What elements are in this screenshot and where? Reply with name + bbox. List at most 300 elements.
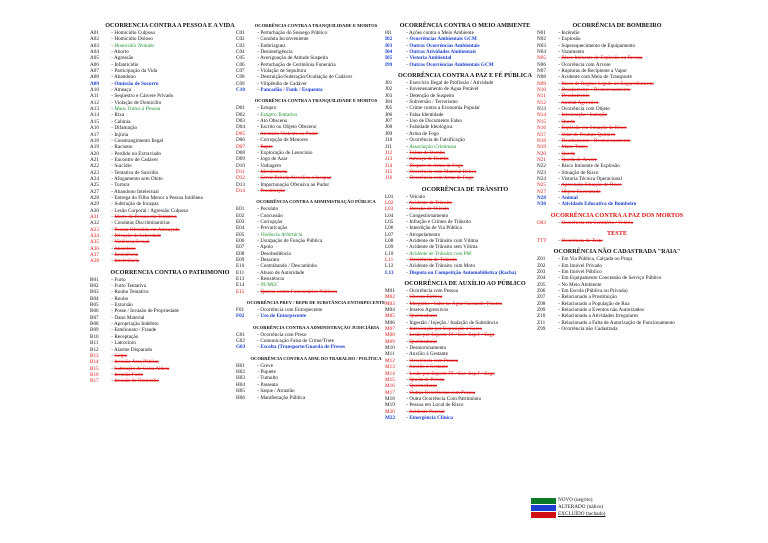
- section: [385, 186, 545, 276]
- item-label: Ocorrência com Árvore: [561, 61, 611, 68]
- item-code: M09: [385, 338, 395, 345]
- section: [90, 269, 250, 385]
- section-title: OCORRÊNCIA CONTRA A ADM. DO TRABALHO / POLÍTICA: [250, 355, 382, 361]
- item-code: E13: [236, 276, 245, 283]
- item-code: N14: [537, 112, 546, 119]
- separator: -: [256, 218, 261, 225]
- item-code: Z06: [537, 288, 546, 295]
- separator: -: [557, 294, 562, 301]
- item-label: Ocorrência em Cemitério / Velório: [561, 219, 634, 226]
- item-label: Queimaduras: [409, 313, 437, 320]
- separator: -: [256, 338, 261, 345]
- item-label: Prevaricação: [260, 225, 288, 232]
- item-label: Condutas Discriminatórias: [114, 220, 170, 227]
- item-label: Auxílio à Gestante: [409, 351, 448, 358]
- separator: -: [557, 49, 562, 56]
- item-code: N18: [537, 137, 546, 144]
- item-code: B06: [90, 308, 99, 315]
- list-item: [537, 326, 697, 332]
- item-code: A32: [90, 220, 99, 227]
- item-code: I02: [385, 36, 393, 43]
- separator: -: [405, 237, 410, 244]
- item-label: Acidente de Trânsito sem Vítima: [409, 244, 478, 251]
- item-code: D02: [236, 111, 245, 118]
- item-code: I99: [385, 61, 393, 68]
- separator: -: [110, 112, 115, 119]
- item-code: J06: [385, 111, 393, 118]
- item-code: A38: [90, 258, 99, 265]
- item-label: Roubo: [114, 295, 129, 302]
- item-code: D14: [236, 187, 245, 194]
- separator: -: [557, 68, 562, 75]
- separator: -: [256, 30, 261, 36]
- item-code: N10: [537, 87, 546, 94]
- list-item: [90, 258, 250, 264]
- separator: -: [557, 118, 562, 125]
- item-label: Ocorrência com Pessoa: [409, 288, 459, 295]
- item-code: L04: [385, 212, 394, 219]
- separator: -: [256, 162, 261, 169]
- item-label: Rixa: [114, 112, 125, 119]
- item-label: Roubo Tentativa: [114, 289, 149, 296]
- item-code: G01: [236, 331, 245, 338]
- item-code: N03: [537, 42, 546, 49]
- item-label: Ocorrência de Teste: [561, 237, 603, 244]
- item-code: N27: [537, 188, 546, 195]
- item-code: Z08: [537, 300, 546, 307]
- separator: -: [405, 383, 410, 390]
- item-code: N07: [537, 68, 546, 75]
- item-code: M06: [385, 319, 395, 326]
- item-code: B12: [90, 346, 99, 353]
- separator: -: [110, 258, 115, 265]
- list-item: [385, 175, 545, 181]
- separator: -: [405, 364, 410, 371]
- item-label: Ocorrência com Entorpecente: [260, 307, 323, 314]
- separator: -: [256, 105, 261, 112]
- item-label: Desabamento: [561, 93, 590, 100]
- item-code: J11: [385, 143, 393, 150]
- item-label: Apoio: [260, 244, 274, 251]
- separator: -: [557, 194, 562, 201]
- separator: -: [256, 124, 261, 131]
- item-label: Resistência: [260, 276, 284, 283]
- separator: -: [256, 168, 261, 175]
- item-code: J14: [385, 162, 393, 169]
- separator: -: [110, 276, 115, 283]
- item-label: Intoxicação por Exposição a Gases: [409, 326, 482, 333]
- item-code: A29: [90, 201, 99, 208]
- item-label: Subversão / Terrorismo: [409, 99, 458, 106]
- item-code: A33: [90, 226, 99, 233]
- item-label: Participação da Vida: [114, 68, 158, 75]
- item-code: M13: [385, 364, 395, 371]
- section: [236, 299, 396, 320]
- item-label: Tortura: [114, 182, 130, 189]
- separator: -: [110, 252, 115, 259]
- separator: -: [405, 244, 410, 251]
- separator: -: [110, 131, 115, 138]
- section: [385, 72, 545, 182]
- item-label: Em Imóvel Público: [561, 269, 602, 275]
- separator: -: [405, 156, 410, 163]
- item-label: Greve: [260, 362, 274, 369]
- item-code: L06: [385, 225, 394, 232]
- legend-excluded-swatch: [531, 512, 556, 518]
- item-label: Ações contra o Meio Ambiente: [409, 30, 474, 36]
- item-code: A22: [90, 163, 99, 170]
- item-label: Relacionado a População de Rua: [561, 300, 630, 307]
- item-label: Violação de Sepultura: [260, 68, 307, 75]
- separator: -: [110, 226, 115, 233]
- item-code: J12: [385, 149, 393, 156]
- separator: -: [405, 263, 410, 270]
- item-code: M20: [385, 408, 395, 415]
- column-3: [385, 22, 545, 425]
- item-code: B04: [90, 295, 99, 302]
- separator: -: [256, 42, 261, 49]
- separator: -: [557, 150, 562, 157]
- separator: -: [557, 269, 562, 275]
- item-label: Injúria: [114, 131, 129, 138]
- item-label: Alarme Disparado: [114, 346, 153, 353]
- item-code: A12: [90, 99, 99, 106]
- item-label: Resistência: [114, 252, 138, 259]
- item-label: Vadiagem: [260, 162, 281, 169]
- separator: -: [405, 30, 410, 36]
- item-code: A02: [90, 36, 99, 43]
- item-code: E11: [236, 269, 245, 276]
- item-code: D05: [236, 130, 245, 137]
- item-label: Abandono Intelectual: [114, 188, 159, 195]
- item-code: I05: [385, 55, 393, 62]
- item-label: Desabamento / Desmoronamento: [561, 137, 631, 144]
- item-label: Infanticídio: [114, 61, 139, 68]
- item-label: Ameaça: [114, 87, 132, 94]
- separator: -: [405, 225, 410, 232]
- item-code: N22: [537, 163, 546, 170]
- item-label: Infração e Crimes de Trânsito: [409, 218, 471, 225]
- item-label: Abandono: [114, 245, 136, 252]
- item-label: Omissão de Socorro: [114, 80, 159, 87]
- item-label: Violência Sexual: [114, 239, 150, 246]
- item-code: B03: [90, 289, 99, 296]
- item-code: N02: [537, 36, 546, 43]
- item-code: L05: [385, 218, 394, 225]
- item-label: Explosão em Situação de Risco: [561, 125, 627, 132]
- separator: -: [405, 118, 410, 125]
- item-code: C08: [236, 74, 245, 81]
- separator: -: [110, 340, 115, 347]
- item-label: Homicídio Doloso: [114, 36, 153, 43]
- item-label: Pessoa em Local de Risco: [409, 402, 464, 409]
- item-code: B11: [90, 340, 99, 347]
- item-code: A37: [90, 252, 99, 259]
- separator: -: [110, 194, 115, 201]
- legend-new-swatch: [531, 498, 556, 504]
- item-code: A09: [90, 80, 99, 87]
- separator: -: [256, 263, 261, 270]
- separator: -: [405, 332, 410, 339]
- item-label: Acidente com Meio de Transporte: [561, 74, 632, 81]
- separator: -: [557, 125, 562, 132]
- item-label: Acidente de Trânsito com Moto: [409, 263, 476, 270]
- section-title: OCORRÊNCIA CONTRA A ADMINISTRAÇÃO JUDICIÁRIA: [252, 324, 380, 330]
- item-code: A17: [90, 131, 99, 138]
- item-code: J13: [385, 156, 393, 163]
- section-title: TESTE: [607, 229, 627, 237]
- item-label: Veículo: [409, 193, 426, 200]
- separator: -: [110, 207, 115, 214]
- item-code: A18: [90, 137, 99, 144]
- item-label: Lesão por Esporte FF / Esc. Esp.F / Esgo: [409, 332, 495, 339]
- item-code: B08: [90, 321, 99, 328]
- item-label: Escolta (Transporte/Guarda de Presos: [260, 344, 346, 351]
- item-label: Em Escola (Pública ou Privada): [561, 288, 628, 295]
- item-code: M12: [385, 357, 395, 364]
- section-title: OCORRÊNCIA CONTRA O MEIO AMBIENTE: [399, 22, 531, 29]
- item-label: Outras Ocorrências Ambientais: [409, 42, 480, 49]
- separator: -: [405, 143, 410, 150]
- separator: -: [557, 131, 562, 138]
- item-label: Conduta Inconveniente: [260, 36, 309, 43]
- item-code: G03: [236, 344, 246, 351]
- item-label: Emergência Clínica: [409, 414, 453, 421]
- item-label: Jogo de Azar: [260, 156, 288, 163]
- section: [90, 22, 250, 265]
- separator: -: [557, 262, 562, 269]
- item-label: Em Equipamento Concessão de Serviço Público: [561, 275, 662, 282]
- item-label: Queixa contra Funcionários Públicos: [260, 288, 338, 295]
- item-code: Z03: [537, 269, 546, 275]
- item-label: Privação de Liberdade: [114, 233, 161, 239]
- item-label: Furto: [114, 276, 126, 283]
- separator: -: [256, 149, 261, 156]
- item-code: D03: [236, 118, 245, 125]
- item-label: Ocorrência com Objeto: [561, 106, 611, 113]
- separator: -: [557, 144, 562, 151]
- separator: -: [110, 333, 115, 340]
- separator: -: [557, 313, 562, 320]
- item-code: N13: [537, 106, 546, 113]
- separator: -: [405, 212, 410, 219]
- item-code: B13: [90, 352, 99, 359]
- item-label: Prostituição: [260, 187, 286, 194]
- item-code: A28: [90, 194, 99, 201]
- item-code: C02: [236, 36, 245, 43]
- item-code: L08: [385, 237, 394, 244]
- item-code: D07: [236, 143, 245, 150]
- item-label: Risco Iminente de Explosão: [561, 163, 620, 170]
- item-label: Mendicância: [260, 168, 288, 175]
- separator: -: [256, 307, 261, 314]
- item-label: Direção de Veículo: [409, 206, 449, 213]
- separator: -: [405, 36, 410, 43]
- separator: -: [256, 394, 261, 401]
- separator: -: [557, 93, 562, 100]
- separator: -: [256, 118, 261, 125]
- item-label: Calúnia: [114, 118, 131, 125]
- item-code: D01: [236, 105, 245, 112]
- separator: -: [256, 313, 261, 320]
- separator: -: [405, 99, 410, 106]
- section: [537, 212, 697, 226]
- separator: -: [110, 99, 115, 106]
- item-label: Seqüestro e Cárcere Privado: [114, 93, 174, 100]
- separator: -: [110, 213, 115, 220]
- list-item: [537, 238, 697, 244]
- item-code: B17: [90, 378, 99, 385]
- item-label: Relacionado a Prostituição: [561, 294, 617, 301]
- separator: -: [557, 87, 562, 94]
- item-label: Homicídio Tentado: [114, 42, 155, 49]
- item-label: Objeto Encontrado: [561, 188, 601, 195]
- item-code: H01: [236, 362, 245, 369]
- separator: -: [256, 381, 261, 388]
- list-item: [537, 220, 697, 226]
- item-label: Morte de Pessoa em Tentativa: [114, 213, 177, 220]
- item-code: M04: [385, 307, 395, 314]
- item-code: C09: [236, 80, 245, 87]
- item-label: Explosão: [561, 36, 581, 43]
- item-label: Abuso de Autoridade: [260, 269, 305, 276]
- item-code: D11: [236, 168, 245, 175]
- item-label: Escrito ou Objeto Obsceno: [260, 124, 317, 131]
- item-label: Perturbação do Sossego Público: [260, 30, 328, 36]
- list-item: [236, 289, 396, 295]
- item-code: C03: [236, 42, 245, 49]
- item-label: Relacionado a Atividades Irregulares: [561, 313, 639, 320]
- separator: -: [557, 237, 562, 244]
- separator: -: [405, 111, 410, 118]
- item-code: J03: [385, 92, 393, 99]
- item-code: Z04: [537, 275, 546, 282]
- item-code: D09: [236, 156, 245, 163]
- separator: -: [256, 257, 261, 263]
- item-label: Vistoria Ambiental: [409, 55, 452, 62]
- section: [385, 280, 545, 421]
- item-label: Acidente Pessoal: [409, 408, 445, 415]
- item-code: I04: [385, 49, 393, 56]
- item-label: Furto Tentativa: [114, 283, 146, 290]
- item-label: Detenção de Suspeito: [409, 92, 455, 99]
- item-code: N19: [537, 144, 546, 151]
- item-code: J10: [385, 137, 393, 144]
- item-code: N12: [537, 99, 546, 106]
- item-label: Exploração de Lenocínio: [260, 149, 313, 156]
- separator: -: [110, 327, 115, 334]
- item-label: Corrupção: [260, 218, 283, 225]
- item-label: Pancadão / Funk / Esquenta: [260, 87, 323, 94]
- separator: -: [557, 188, 562, 195]
- item-code: M15: [385, 376, 395, 383]
- separator: -: [557, 256, 562, 263]
- item-code: L03: [385, 206, 394, 213]
- item-label: Perturbação de Cerimônia Funerária: [260, 61, 336, 68]
- separator: -: [405, 168, 410, 175]
- separator: -: [405, 175, 410, 182]
- item-code: L11: [385, 257, 394, 263]
- separator: -: [256, 250, 261, 257]
- separator: -: [256, 156, 261, 163]
- item-code: J07: [385, 118, 393, 125]
- item-code: E05: [236, 231, 245, 238]
- item-code: H05: [236, 388, 245, 395]
- item-code: A13: [90, 106, 99, 113]
- item-code: J02: [385, 86, 393, 93]
- item-label: Falsa Identidade: [409, 111, 444, 118]
- separator: -: [256, 49, 261, 56]
- item-label: Atropelamento: [409, 231, 441, 238]
- item-code: M07: [385, 326, 395, 333]
- item-label: Em Via Pública, Calçada ou Praça: [561, 256, 633, 263]
- separator: -: [256, 331, 261, 338]
- item-label: Peculato: [260, 206, 279, 213]
- item-label: Falsidade Ideológica: [409, 124, 453, 131]
- section-title: OCORRÊNCIA NÃO CADASTRADA "RAIA": [553, 248, 681, 256]
- item-label: Difamação: [114, 125, 138, 132]
- item-label: Uso de Documento Falso: [409, 118, 462, 125]
- separator: -: [405, 206, 410, 213]
- item-code: Z11: [537, 319, 546, 326]
- separator: -: [110, 118, 115, 125]
- item-code: L13: [385, 269, 394, 276]
- separator: -: [557, 42, 562, 49]
- item-label: No Meio Ambiente: [561, 281, 602, 288]
- item-code: G02: [236, 338, 245, 345]
- separator: -: [256, 344, 261, 351]
- item-label: Posse / Invasão de Propriedade: [114, 308, 179, 315]
- item-code: A08: [90, 74, 99, 81]
- item-label: Invasão/Furto: [114, 371, 144, 378]
- item-code: N24: [537, 175, 546, 182]
- item-code: Z10: [537, 313, 546, 320]
- separator: -: [405, 257, 410, 263]
- separator: -: [405, 313, 410, 320]
- item-label: Chuvas Elétrica: [409, 294, 443, 301]
- item-label: Ocorrência de Falsificação: [409, 137, 465, 144]
- item-label: Associação Criminosa: [409, 143, 457, 150]
- item-label: Auxílio à Gestante: [409, 364, 448, 371]
- list-item: [385, 415, 545, 421]
- item-label: Acidente de Trânsito com PM: [409, 250, 471, 257]
- item-code: O03: [537, 219, 546, 226]
- section-title: OCORRÊNCIA DE BOMBEIRO: [572, 22, 662, 29]
- separator: -: [557, 137, 562, 144]
- item-code: L01: [385, 193, 394, 200]
- item-label: Rupturas de Recipiente a Vapor: [561, 68, 627, 75]
- separator: -: [557, 55, 562, 62]
- item-label: Maus-Tratos: [561, 144, 588, 151]
- list-item: [236, 344, 396, 350]
- separator: -: [256, 74, 261, 81]
- separator: -: [110, 289, 115, 296]
- separator: -: [557, 112, 562, 119]
- item-label: Congestionamento: [409, 212, 449, 219]
- item-code: M19: [385, 402, 395, 409]
- item-label: Interdição de Via Pública: [409, 225, 462, 232]
- list-item: [236, 313, 396, 319]
- section-title: OCORRÊNCIA PREV / REPR DE SUBSTÂNCIA ENTORPECENTE: [246, 300, 386, 306]
- item-code: F01: [236, 307, 245, 314]
- separator: -: [256, 36, 261, 43]
- separator: -: [110, 302, 115, 309]
- item-code: L07: [385, 231, 394, 238]
- section: [537, 248, 697, 332]
- separator: -: [405, 326, 410, 333]
- item-code: H03: [236, 375, 245, 382]
- item-label: Apreensão Situação de Risco: [561, 182, 622, 189]
